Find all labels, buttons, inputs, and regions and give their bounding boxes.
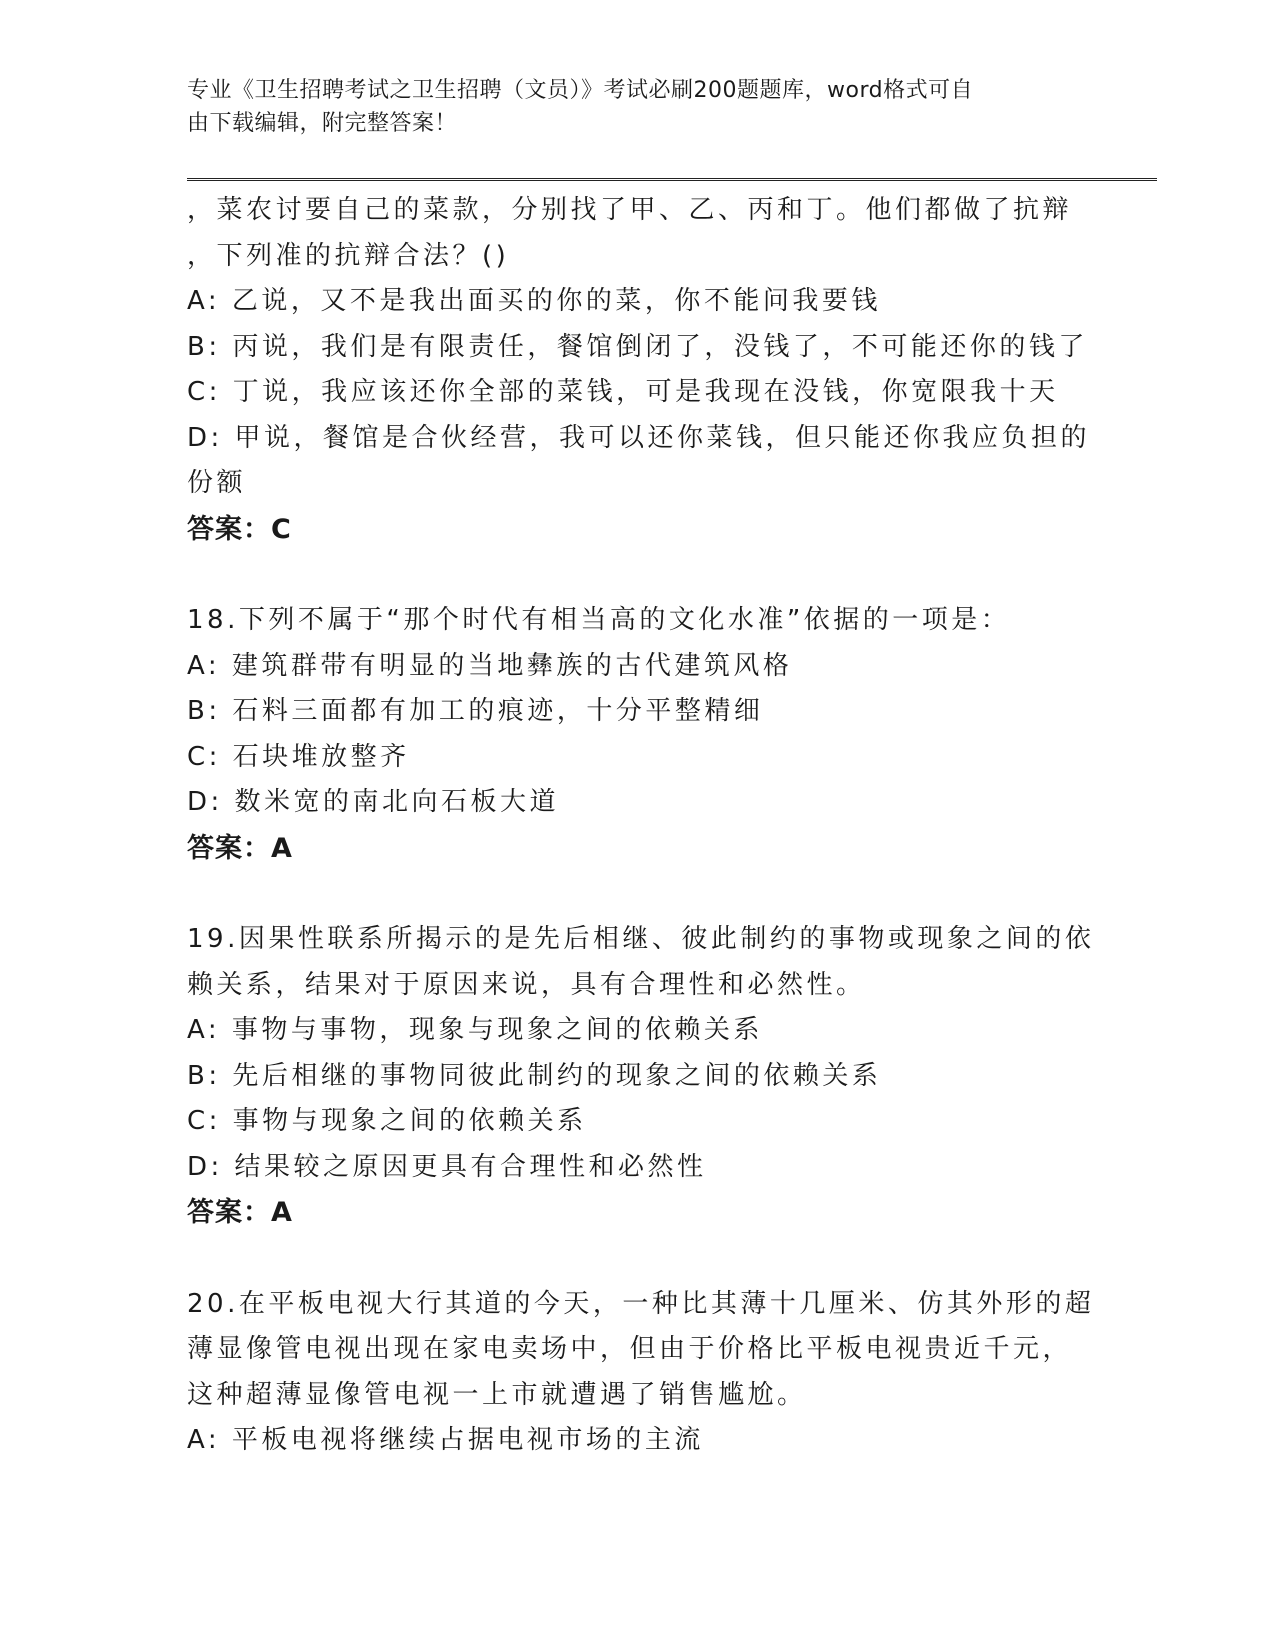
question-stem-line: 20.在平板电视大行其道的今天，一种比其薄十几厘米、仿其外形的超 <box>187 1288 1095 1319</box>
option-c: C: 丁说，我应该还你全部的菜钱，可是我现在没钱，你宽限我十天 <box>187 377 1059 407</box>
header-divider <box>187 178 1157 181</box>
option-c: C: 石块堆放整齐 <box>187 741 410 772</box>
answer-label: 答案：A <box>187 1197 293 1228</box>
question-stem-line: ，菜农讨要自己的菜款，分别找了甲、乙、丙和丁。他们都做了抗辩 <box>187 195 1073 225</box>
answer-label: 答案：C <box>187 513 292 545</box>
answer-label: 答案：A <box>187 832 293 864</box>
question-20 <box>187 1282 1095 1464</box>
question-18 <box>187 598 1087 872</box>
question-stem-line: ，下列准的抗辩合法？() <box>187 240 510 271</box>
option-b: B: 丙说，我们是有限责任，餐馆倒闭了，没钱了，不可能还你的钱了 <box>187 331 1088 362</box>
question-stem-line: 赖关系，结果对于原因来说，具有合理性和必然性。 <box>187 969 866 1000</box>
question-19 <box>187 917 1095 1236</box>
question-spacer <box>187 872 1087 918</box>
option-c: C: 事物与现象之间的依赖关系 <box>187 1106 587 1136</box>
header-title-line-2: 由下载编辑，附完整答案！ <box>187 111 458 136</box>
option-d: D: 数米宽的南北向石板大道 <box>187 787 560 817</box>
header-title-line-1: 专业《卫生招聘考试之卫生招聘（文员）》考试必刷200题题库，word格式可自 <box>187 78 974 103</box>
option-d: D: 甲说，餐馆是合伙经营，我可以还你菜钱，但只能还你我应负担的 <box>187 422 1091 453</box>
option-a: A: 乙说，又不是我出面买的你的菜，你不能问我要钱 <box>187 286 881 316</box>
question-stem-line: 19.因果性联系所揭示的是先后相继、彼此制约的事物或现象之间的依 <box>187 924 1095 954</box>
question-stem-line: 薄显像管电视出现在家电卖场中，但由于价格比平板电视贵近千元， <box>187 1334 1073 1364</box>
option-b: B: 石料三面都有加工的痕迹，十分平整精细 <box>187 696 764 726</box>
option-d: D: 结果较之原因更具有合理性和必然性 <box>187 1151 707 1182</box>
question-spacer <box>187 1236 1087 1282</box>
option-d-continuation: 份额 <box>187 468 247 498</box>
question-stem-line: 18.下列不属于“那个时代有相当高的文化水准”依据的一项是： <box>187 605 1011 635</box>
question-stem-line: 这种超薄显像管电视一上市就遭遇了销售尴尬。 <box>187 1379 807 1410</box>
question-17 <box>187 188 1091 553</box>
question-spacer <box>187 553 1087 599</box>
option-a: A: 事物与事物，现象与现象之间的依赖关系 <box>187 1015 763 1045</box>
document-header <box>187 74 1067 140</box>
option-a: A: 建筑群带有明显的当地彝族的古代建筑风格 <box>187 650 793 681</box>
question-list <box>187 188 1095 1464</box>
option-b: B: 先后相继的事物同彼此制约的现象之间的依赖关系 <box>187 1060 882 1091</box>
option-a: A: 平板电视将继续占据电视市场的主流 <box>187 1425 704 1455</box>
